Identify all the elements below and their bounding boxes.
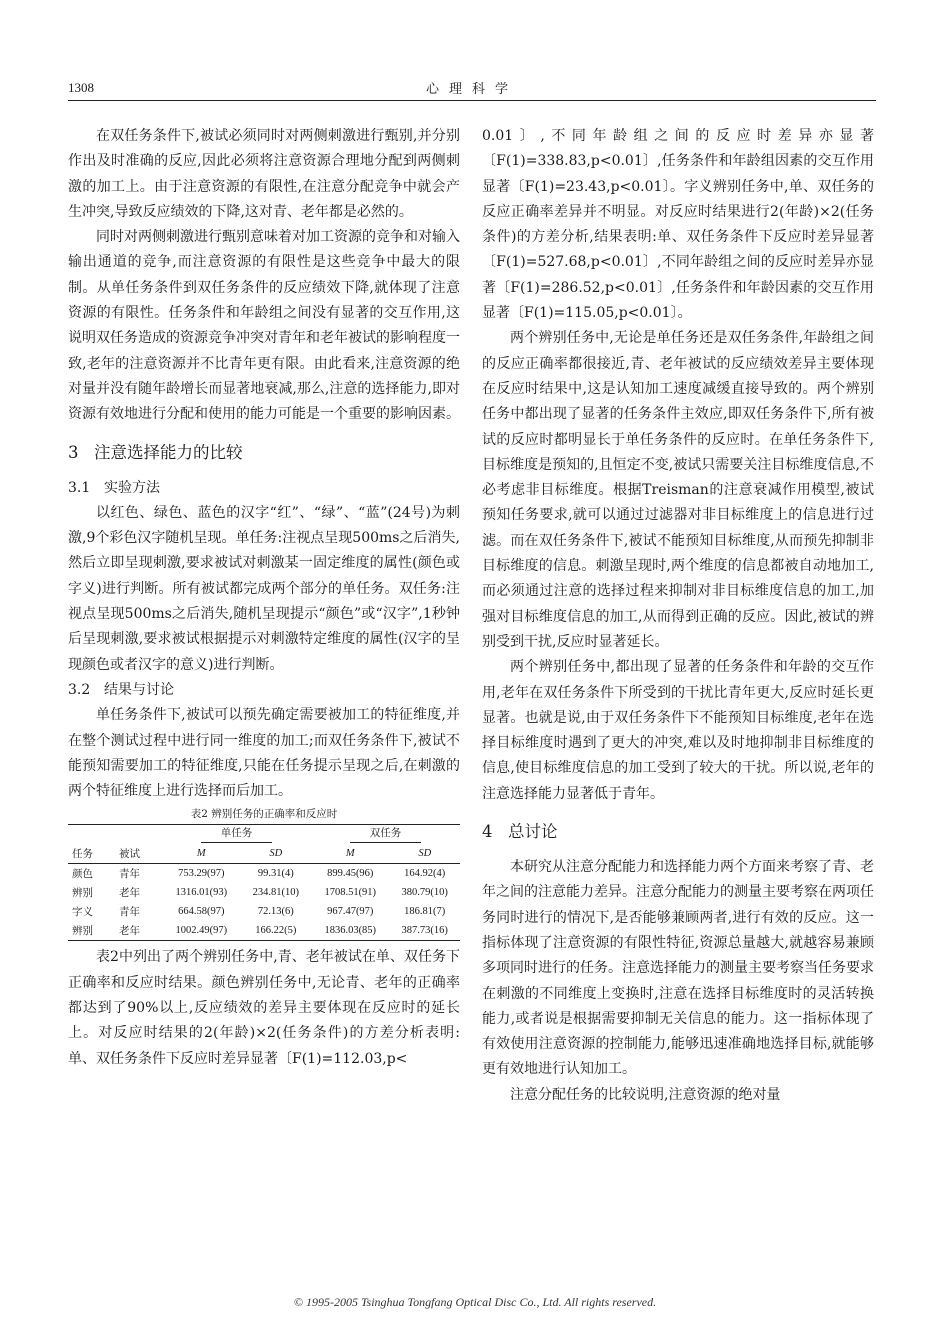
table-caption: 表2 辨别任务的正确率和反应时 (190, 808, 338, 821)
cell-value: 99.31(4) (257, 868, 294, 880)
col-header-sd: SD (418, 848, 432, 860)
col-header-subject: 被试 (119, 849, 141, 861)
cell-value: 967.47(97) (327, 906, 374, 918)
paragraph: 本研究从注意分配能力和选择能力两个方面来考察了青、老年之间的注意能力差异。注意分配能力的测量主要考察在两项任务同时进行的情况下,是否能够兼顾两者,进行有效的反应。这一指标体现了注意资源的有限性特征,资源总量越大,就越容易兼顾多项同时进行的任务。注意选择能力的测量主要考察当任务要求在刺激的不同维度上变换时,注意在选择目标维度时的灵活转换能力,或者说是根据需要抑制无关信息的能力。这一指标体现了有效使用注意资源的控制能力,能够迅速准确地选择目标,就能够更有效地进行认知加工。 (482, 859, 874, 1078)
section-number: 3 (68, 442, 79, 462)
cell-value: 664.58(97) (178, 906, 225, 918)
cell-task: 颜色 (72, 869, 93, 881)
cell-value: 1316.01(93) (175, 887, 228, 899)
paragraph: 表2中列出了两个辨别任务中,青、老年被试在单、双任务下正确率和反应时结果。颜色辨别任务中,无论青、老年的正确率都达到了90%以上,反应绩效的差异主要体现在反应时的延长上。对反应时结果的2(年龄)×2(任务条件)的方差分析表明:单、双任务条件下反应时差异显著〔F(1)=112.03,p< (68, 949, 460, 1067)
subsection-title: 结果与讨论 (104, 681, 174, 698)
left-column (68, 124, 460, 1072)
subsection-heading (68, 476, 460, 501)
cell-value: 899.45(96) (327, 868, 374, 880)
paragraph: 注意分配任务的比较说明,注意资源的绝对量 (510, 1086, 781, 1103)
table-row (68, 864, 460, 884)
paragraph: 0.01〕,不同年龄组之间的反应时差异亦显著〔F(1)=338.83,p<0.01〕,任务条件和年龄组因素的交互作用显著〔F(1)=23.43,p<0.01〕。字义辨别任务中,单、双任务的反应正确率差异并不明显。对反应时结果进行2(年龄)×2(任务条件)的方差分析,结果表明:单、双任务条件下反应时差异显著〔F(1)=527.68,p<0.01〕,不同年龄组之间的反应时差异亦显著〔F(1)=286.52,p<0.01〕,任务条件和年龄因素的交互作用显著〔F(1)=115.05,p<0.01〕。 (482, 128, 874, 322)
cell-value: 753.29(97) (178, 868, 225, 880)
subsection-title: 实验方法 (104, 479, 160, 496)
table-row (68, 921, 460, 941)
section-heading (68, 441, 460, 465)
paragraph: 在双任务条件下,被试必须同时对两侧刺激进行甄别,并分别作出及时准确的反应,因此必须将注意资源合理地分配到两侧刺激的加工上。由于注意资源的有限性,在注意分配竞争中就会产生冲突,导致反应绩效的下降,这对青、老年都是必然的。 (68, 128, 460, 220)
section-title: 总讨论 (508, 822, 558, 842)
cell-subject: 老年 (119, 888, 141, 900)
cell-task: 辨别 (72, 926, 93, 938)
section-number: 4 (482, 822, 493, 842)
cell-subject: 青年 (119, 869, 141, 881)
section-title: 注意选择能力的比较 (94, 442, 243, 462)
cell-value: 186.81(7) (404, 906, 446, 918)
subsection-number: 3.1 (68, 479, 91, 496)
paragraph: 同时对两侧刺激进行甄别意味着对加工资源的竞争和对输入输出通道的竞争,而注意资源的有限性是这些竞争中最大的限制。从单任务条件到双任务条件的反应绩效下降,就体现了注意资源的有限性。任务条件和年龄组之间没有显著的交互作用,这说明双任务造成的资源竞争冲突对青年和老年被试的影响程度一致,老年的注意资源并不比青年更有限。由此看来,注意资源的绝对量并没有随年龄增长而显著地衰减,那么,注意的选择能力,即对资源有效地进行分配和使用的能力可能是一个重要的影响因素。 (68, 229, 460, 423)
cell-task: 辨别 (72, 888, 93, 900)
copyright-footer: © 1995-2005 Tsinghua Tongfang Optical Disc Co., Ltd. All rights reserved. (293, 1295, 657, 1309)
subsection-number: 3.2 (68, 681, 91, 698)
table-row (68, 883, 460, 902)
journal-title: 心理科学 (425, 82, 518, 97)
col-header-m: M (196, 848, 206, 860)
page-number: 1308 (68, 80, 94, 95)
paragraph: 单任务条件下,被试可以预先确定需要被加工的特征维度,并在整个测试过程中进行同一维度的加工;而双任务条件下,被试不能预知需要加工的特征维度,只能在任务提示呈现之后,在刺激的两个特征维度上进行选择而后加工。 (68, 707, 460, 800)
cell-value: 72.13(6) (257, 906, 294, 918)
results-table (68, 806, 460, 941)
cell-task: 字义 (72, 907, 93, 919)
cell-value: 380.79(10) (401, 887, 448, 899)
col-header-sd: SD (269, 848, 283, 860)
cell-value: 164.92(4) (404, 868, 446, 880)
section-heading (482, 820, 874, 844)
paragraph: 以红色、绿色、蓝色的汉字“红”、“绿”、“蓝”(24号)为刺激,9个彩色汉字随机呈现。单任务:注视点呈现500ms之后消失,然后立即呈现刺激,要求被试对刺激某一固定维度的属性(颜色或字义)进行判断。所有被试都完成两个部分的单任务。双任务:注视点呈现500ms之后消失,随机呈现提示“颜色”或“汉字”,1秒钟后呈现刺激,要求被试根据提示对刺激特定维度的属性(汉字的呈现颜色或者汉字的意义)进行判断。 (68, 504, 460, 673)
cell-value: 387.73(16) (401, 925, 448, 937)
col-header-task: 任务 (72, 849, 93, 861)
data-table (68, 824, 460, 941)
cell-subject: 老年 (119, 926, 141, 938)
cell-value: 1836.03(85) (324, 925, 377, 937)
paragraph: 两个辨别任务中,无论是单任务还是双任务条件,年龄组之间的反应正确率都很接近,青、老年被试的反应绩效差异主要体现在反应时结果中,这是认知加工速度减缓直接导致的。两个辨别任务中都出现了显著的任务条件主效应,即双任务条件下,所有被试的反应时都明显长于单任务条件的反应时。在单任务条件下,目标维度是预知的,且恒定不变,被试只需要关注目标维度信息,不必考虑非目标维度。根据Treisman的注意衰减作用模型,被试预知任务要求,就可以通过过滤器对非目标维度上的信息进行过滤。而在双任务条件下,被试不能预知目标维度,从而预先抑制非目标维度的信息。刺激呈现时,两个维度的信息都被自动地加工,而必须通过注意的选择过程来抑制对非目标维度信息的加工,加强对目标维度信息的加工,从而得到正确的反应。因此,被试的辨别受到干扰,反应时显著延长。 (482, 330, 874, 650)
right-column (482, 124, 874, 1108)
col-header-m: M (345, 848, 355, 860)
cell-value: 166.22(5) (255, 925, 297, 937)
page-header (68, 78, 876, 101)
group-header-double: 双任务 (311, 825, 460, 845)
cell-value: 1002.49(97) (175, 925, 228, 937)
group-header-single: 单任务 (162, 825, 311, 845)
paragraph: 两个辨别任务中,都出现了显著的任务条件和年龄的交互作用,老年在双任务条件下所受到的干扰比青年更大,反应时延长更显著。也就是说,由于双任务条件下不能预知目标维度,老年在选择目标维度时遇到了更大的冲突,难以及时地抑制非目标维度的信息,使目标维度信息的加工受到了较大的干扰。所以说,老年的注意选择能力显著低于青年。 (482, 659, 874, 802)
subsection-heading (68, 678, 460, 703)
cell-subject: 青年 (119, 907, 141, 919)
cell-value: 1708.51(91) (324, 887, 377, 899)
cell-value: 234.81(10) (252, 887, 299, 899)
table-row (68, 902, 460, 921)
